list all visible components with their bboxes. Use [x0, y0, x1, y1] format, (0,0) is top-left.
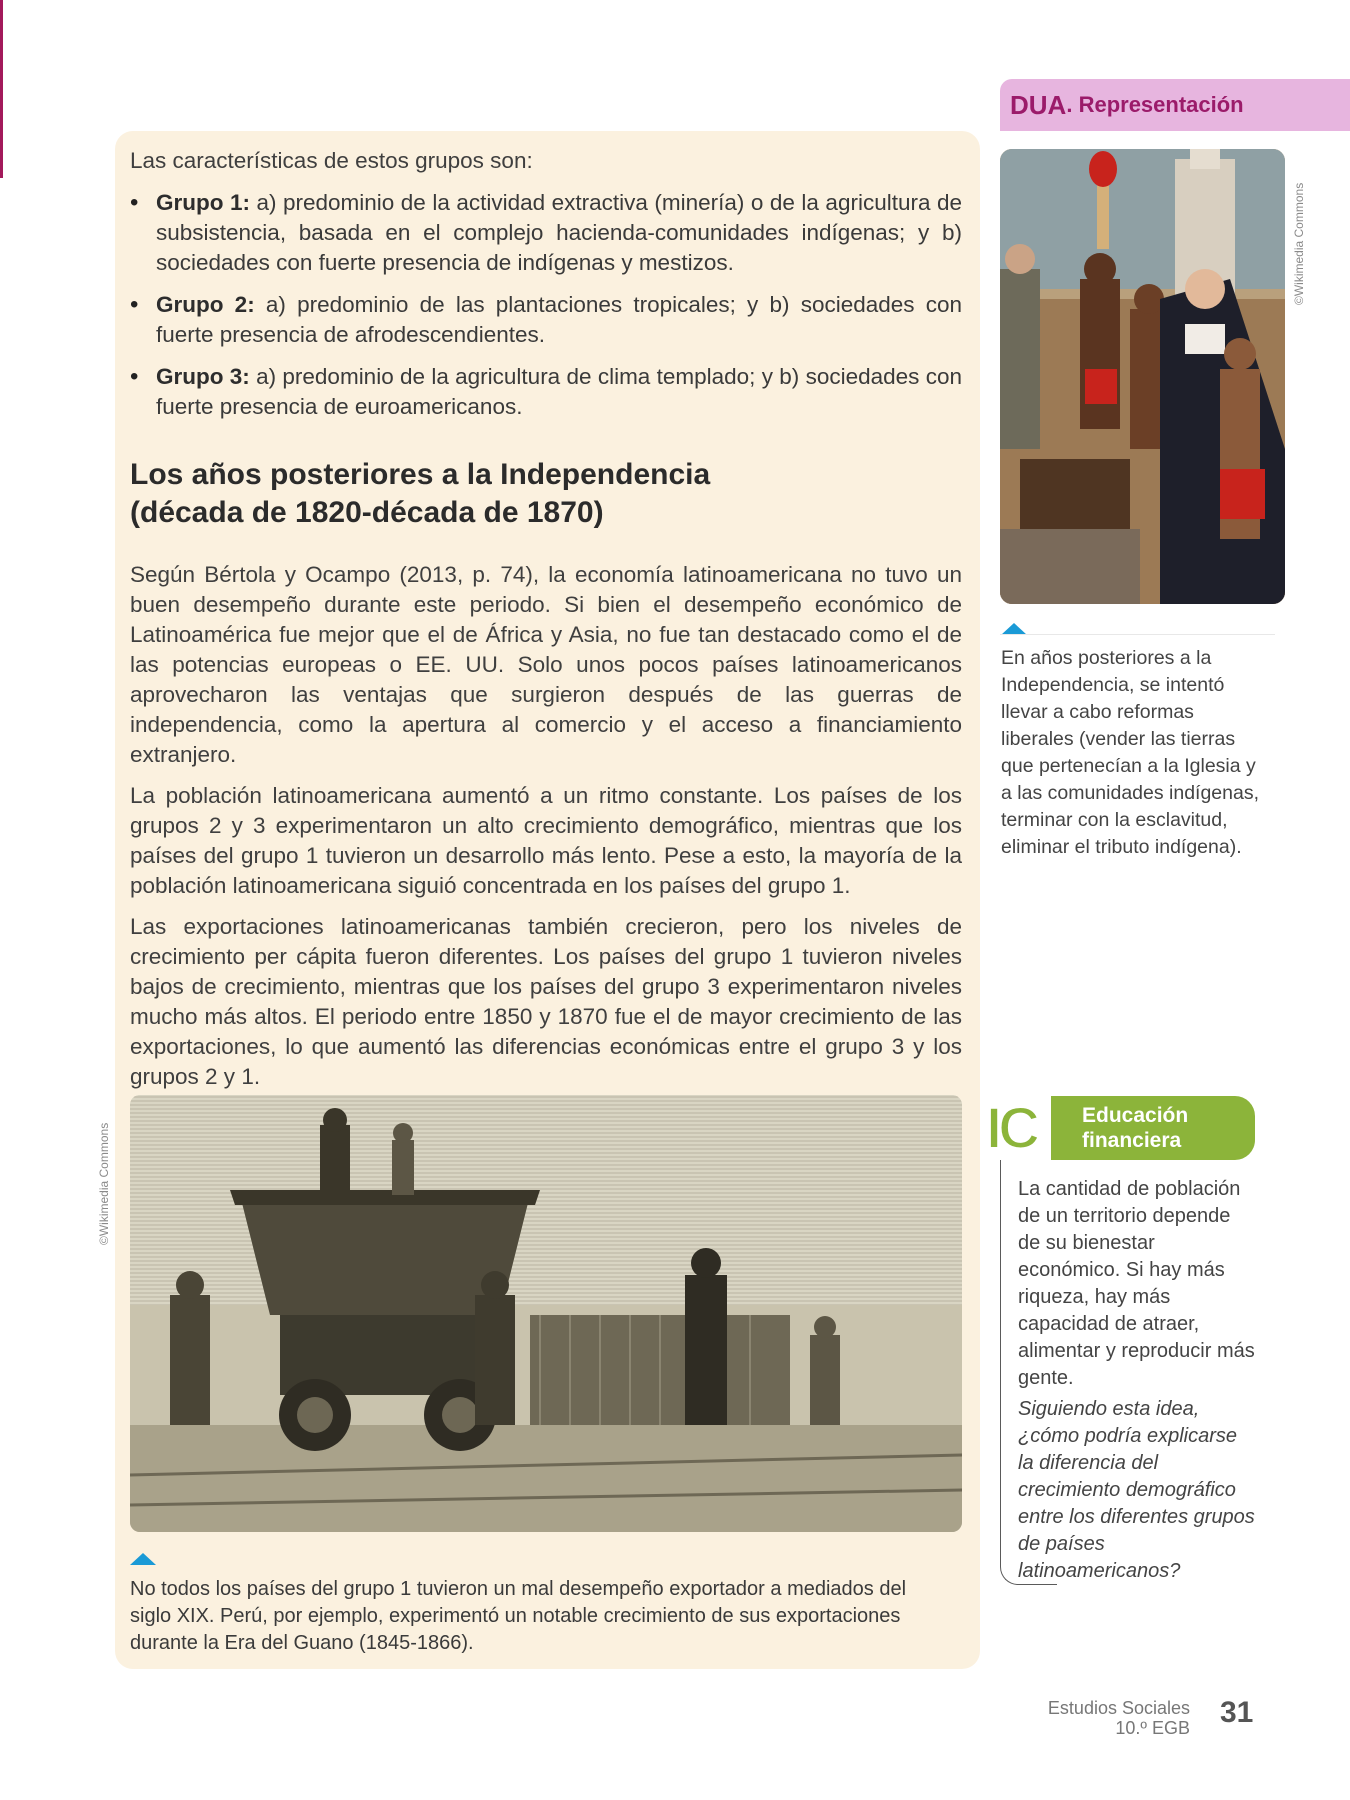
ef-body: La cantidad de población de un territorio depende de su bienestar económico. Si hay más riqueza, hay más capacidad de atraer, alimentar y reproducir más gente. [1018, 1178, 1255, 1389]
group-label: Grupo 2: [156, 292, 255, 317]
painting-credit: ©Wikimedia Commons [1292, 182, 1306, 305]
group-text: a) predominio de la actividad extractiva (minería) o de la agricultura de subsistencia, basada en el complejo hacienda-comunidades indígenas; y b) sociedades con fuerte presencia de indígenas y mestizos. [156, 190, 963, 275]
image-credit: ©Wikimedia Commons [97, 1122, 111, 1245]
dua-header [1000, 79, 1350, 131]
subject-name: Estudios Sociales [1047, 1698, 1190, 1718]
ef-title-line: financiera [1082, 1129, 1182, 1152]
groups-list [130, 188, 962, 422]
footer-subject [1010, 1698, 1190, 1738]
paragraph: La población latinoamericana aumentó a un ritmo constante. Los países de los grupos 2 y 3 experimentaron un alto crecimiento demográfico, mientras que los países del grupo 1 tuvieron un desarrollo más lento. Pese a esto, la mayoría de la población latinoamericana siguió concentrada en los países del grupo 1. [130, 783, 962, 898]
list-item [130, 290, 962, 350]
left-margin-rule [0, 0, 3, 178]
page-number: 31 [1220, 1696, 1254, 1729]
ef-title [1082, 1103, 1188, 1153]
group-text: a) predominio de las plantaciones tropicales; y b) sociedades con fuerte presencia de afrodescendientes. [156, 292, 963, 347]
group-label: Grupo 1: [156, 190, 250, 215]
divider [1000, 634, 1275, 635]
grade-level: 10.º EGB [1115, 1718, 1190, 1738]
guano-era-engraving [130, 1095, 962, 1532]
dua-label-rest: . Representación [1066, 92, 1244, 117]
paragraph: Las exportaciones latinoamericanas también crecieron, pero los niveles de crecimiento per cápita fueron diferentes. Los países del grupo 1 tuvieron niveles bajos de crecimiento, mientras que los países del grupo 3 experimentaron niveles mucho más altos. El periodo entre 1850 y 1870 fue el de mayor crecimiento de las exportaciones, lo que aumentó las diferencias económicas entre el grupo 3 y los grupos 2 y 1. [130, 914, 962, 1089]
image-caption: No todos los países del grupo 1 tuvieron un mal desempeño exportador a mediados del siglo XIX. Perú, por ejemplo, experimentó un notable crecimiento de sus exportaciones durante la Era del Guano (1845-1866). [130, 1578, 907, 1654]
list-item [130, 188, 962, 278]
intro-text: Las características de estos grupos son: [130, 148, 533, 173]
ef-question: Siguiendo esta idea, ¿cómo podría explicarse la diferencia del crecimiento demográfico entre los diferentes grupos de países latinoamericanos? [1018, 1398, 1255, 1582]
paragraph: Según Bértola y Ocampo (2013, p. 74), la economía latinoamericana no tuvo un buen desempeño durante este periodo. Si bien el desempeño económico de Latinoamérica fue mejor que el de África y Asia, no fue tan destacado como el de las potencias europeas o EE. UU. Solo unos pocos países latinoamericanos aprovecharon las ventajas que surgieron después de las guerras de independencia, como la apertura al comercio y el acceso a financiamiento extranjero. [130, 562, 962, 767]
caption-marker-icon [130, 1553, 156, 1565]
painting-caption: En años posteriores a la Independencia, se intentó llevar a cabo reformas liberales (vender las tierras que pertenecían a la Iglesia y a las comunidades indígenas, terminar con la esclavitud, eliminar el tributo indígena). [1001, 647, 1260, 858]
independence-painting [1000, 149, 1285, 604]
group-text: a) predominio de la agricultura de clima templado; y b) sociedades con fuerte presencia de euroamericanos. [156, 364, 962, 419]
main-text-column [130, 146, 962, 1103]
section-title: Los años posteriores a la Independencia (década de 1820-década de 1870) [130, 458, 711, 529]
group-label: Grupo 3: [156, 364, 250, 389]
dua-label: DUA [1010, 89, 1067, 120]
list-item [130, 362, 962, 422]
ef-text-block [1018, 1176, 1258, 1585]
ef-mark-icon: IC [986, 1096, 1036, 1161]
ef-title-line: Educación [1082, 1104, 1189, 1127]
